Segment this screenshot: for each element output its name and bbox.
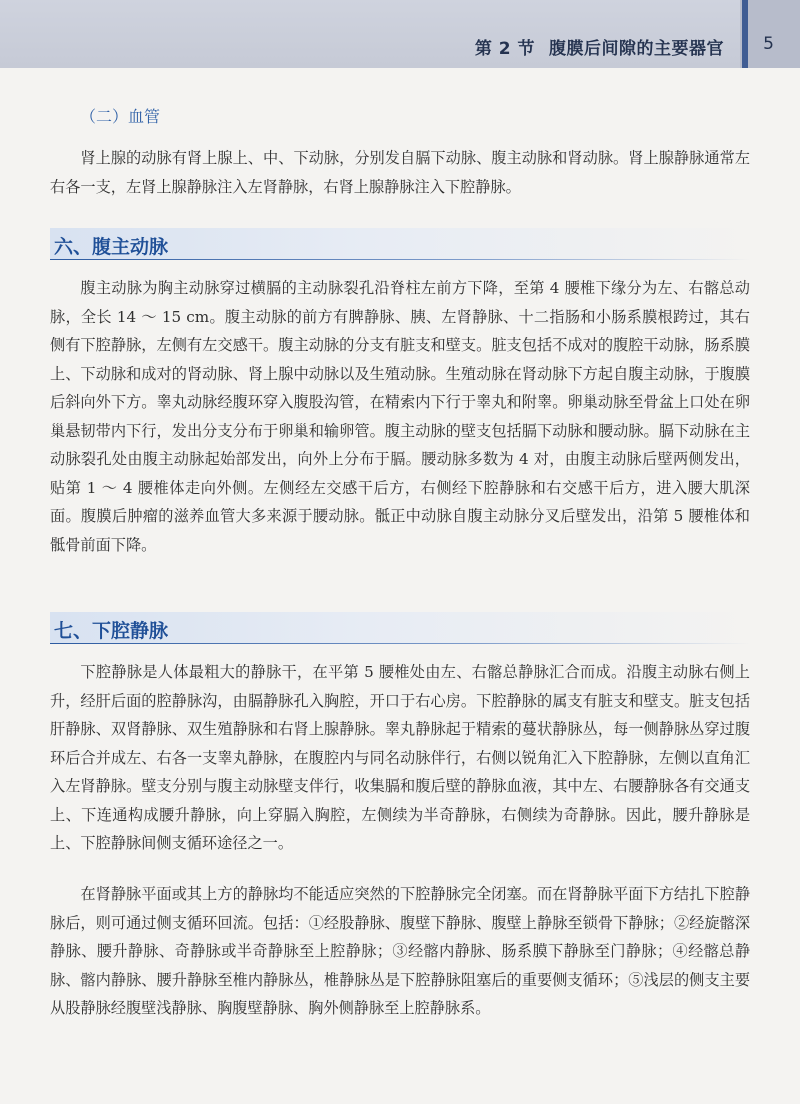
paragraph-adrenal-vessels: 肾上腺的动脉有肾上腺上、中、下动脉，分别发自膈下动脉、腹主动脉和肾动脉。肾上腺静脉通常左右各一支，左肾上腺静脉注入左肾静脉，右肾上腺静脉注入下腔静脉。 xyxy=(50,149,750,196)
header-accent-stripe xyxy=(742,0,748,68)
subsection-heading-blood-vessels: （二）血管 xyxy=(80,107,161,126)
section-heading-inferior-vena-cava xyxy=(50,612,750,644)
page-number: 5 xyxy=(763,34,774,54)
paragraph-ivc-collaterals: 在肾静脉平面或其上方的静脉均不能适应突然的下腔静脉完全闭塞。而在肾静脉平面下方结扎下腔静脉后，则可通过侧支循环回流。包括：①经股静脉、腹壁下静脉、腹壁上静脉至锁骨下静脉；②经旋髂深静脉、腰升静脉、奇静脉或半奇静脉至上腔静脉；③经髂内静脉、肠系膜下静脉至门静脉；④经髂总静脉、髂内静脉、腰升静脉至椎内静脉丛，椎静脉丛是下腔静脉阻塞后的重要侧支循环；⑤浅层的侧支主要从股静脉经腹壁浅静脉、胸腹壁静脉、胸外侧静脉至上腔静脉系。 xyxy=(50,885,750,1017)
section-heading-text: 七、下腔静脉 xyxy=(54,620,169,642)
section-heading-text: 六、腹主动脉 xyxy=(54,236,169,258)
section-title: 腹膜后间隙的主要器官 xyxy=(549,39,724,59)
running-head xyxy=(475,34,724,59)
section-heading-abdominal-aorta xyxy=(50,228,750,260)
paragraph-abdominal-aorta: 腹主动脉为胸主动脉穿过横膈的主动脉裂孔沿脊柱左前方下降，至第 4 腰椎下缘分为左、右髂总动脉，全长 14 ～ 15 cm。腹主动脉的前方有脾静脉、胰、左肾静脉、十二指肠和小肠系膜根跨过，其右侧有下腔静脉，左侧有左交感干。腹主动脉的分支有脏支和壁支。脏支包括不成对的腹腔干动脉，肠系膜上、下动脉和成对的肾动脉、肾上腺中动脉以及生殖动脉。生殖动脉在肾动脉下方起自腹主动脉，于腹膜后斜向外下方。睾丸动脉经腹环穿入腹股沟管，在精索内下行于睾丸和附睾。卵巢动脉至骨盆上口处在卵巢悬韧带内下行，发出分支分布于卵巢和输卵管。腹主动脉的壁支包括膈下动脉和腰动脉。膈下动脉在主动脉裂孔处由腹主动脉起始部发出，向外上分布于膈。腰动脉多数为 4 对，由腹主动脉后壁两侧发出，贴第 1 ～ 4 腰椎体走向外侧。左侧经左交感干后方，右侧经下腔静脉和右交感干后方，进入腰大肌深面。腹膜后肿瘤的滋养血管大多来源于腰动脉。骶正中动脉自腹主动脉分叉后壁发出，沿第 5 腰椎体和骶骨前面下降。 xyxy=(50,279,750,554)
section-heading-rule xyxy=(50,259,750,261)
section-heading-rule xyxy=(50,643,750,645)
paragraph-ivc-anatomy: 下腔静脉是人体最粗大的静脉干，在平第 5 腰椎处由左、右髂总静脉汇合而成。沿腹主动脉右侧上升，经肝后面的腔静脉沟，由膈静脉孔入胸腔，开口于右心房。下腔静脉的属支有脏支和壁支。脏支包括肝静脉、双肾静脉、双生殖静脉和右肾上腺静脉。睾丸静脉起于精索的蔓状静脉丛，每一侧静脉丛穿过腹环后合并成左、右各一支睾丸静脉，在腹腔内与同名动脉伴行，右侧以锐角汇入下腔静脉，左侧以直角汇入左肾静脉。壁支分别与腹主动脉壁支伴行，收集膈和腹后壁的静脉血液，其中左、右腰静脉各有交通支上、下连通构成腰升静脉，向上穿膈入胸腔，左侧续为半奇静脉，右侧续为奇静脉。因此，腰升静脉是上、下腔静脉间侧支循环途径之一。 xyxy=(50,663,750,852)
section-label: 第 2 节 xyxy=(474,39,535,59)
